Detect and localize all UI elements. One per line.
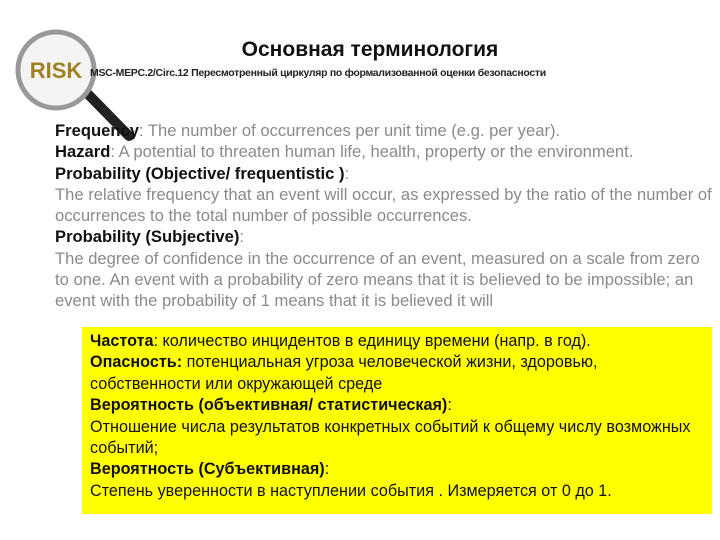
definition-text: The degree of confidence in the occurrence of an event, measured on a scale from zero to one. An event with a probability of zero means that it is believed to be impossible; an event with the probability of 1 means that it is believed it will: [55, 248, 700, 311]
definition-text: The number of occurrences per unit time (e.g. per year).: [147, 121, 561, 140]
sep: :: [324, 460, 330, 479]
definition-text: Степень уверенности в наступлении события . Измеряется от 0 до 1.: [90, 481, 612, 500]
page-title: Основная терминология: [241, 38, 499, 61]
definition-text: The relative frequency that an event will occur, as expressed by the ratio of the number of occurrences to the total number of possible occurrences.: [55, 184, 712, 226]
definition-text: A potential to threaten human life, health, property or the environment.: [118, 142, 634, 162]
definition-text: Отношение числа результатов конкретных событий к общему числу возможных событий;: [90, 417, 691, 458]
term: Probability (Subjective): [55, 227, 240, 247]
sep: :: [153, 332, 163, 350]
ru-definition-frequency: [90, 331, 712, 352]
sep: :: [239, 227, 245, 247]
sep: :: [138, 121, 148, 140]
term: Вероятность (объективная/ статистическая): [90, 396, 448, 415]
definition-probability-objective: [55, 163, 715, 227]
risk-logo-text: RISK: [29, 58, 83, 83]
english-definitions: [55, 120, 715, 312]
definition-frequency: [55, 120, 715, 141]
term: Frequency: [55, 121, 139, 140]
sep: :: [110, 142, 119, 162]
term: Частота: [90, 332, 154, 350]
term: Hazard: [55, 142, 111, 162]
definition-probability-subjective: [55, 226, 715, 311]
term: Опасность:: [90, 353, 183, 372]
ru-definition-probability-subjective: [90, 459, 712, 502]
definition-text: потенциальная угроза человеческой жизни, здоровью, собственности или окружающей среде: [90, 353, 598, 393]
ru-definition-probability-objective: [90, 395, 712, 459]
term: Probability (Objective/ frequentistic ): [55, 163, 345, 183]
page-subtitle: MSC-MEPC.2/Circ.12 Пересмотренный циркуляр по формализованной оценки безопасности: [90, 67, 546, 79]
definition-text: количество инцидентов в единицу времени (напр. в год).: [162, 332, 591, 350]
term: Вероятность (Субъективная): [90, 460, 325, 479]
sep: :: [447, 396, 452, 415]
definition-hazard: [55, 141, 715, 162]
sep: :: [344, 163, 350, 183]
ru-definition-hazard: [90, 352, 712, 395]
russian-definitions-box: [82, 327, 712, 514]
